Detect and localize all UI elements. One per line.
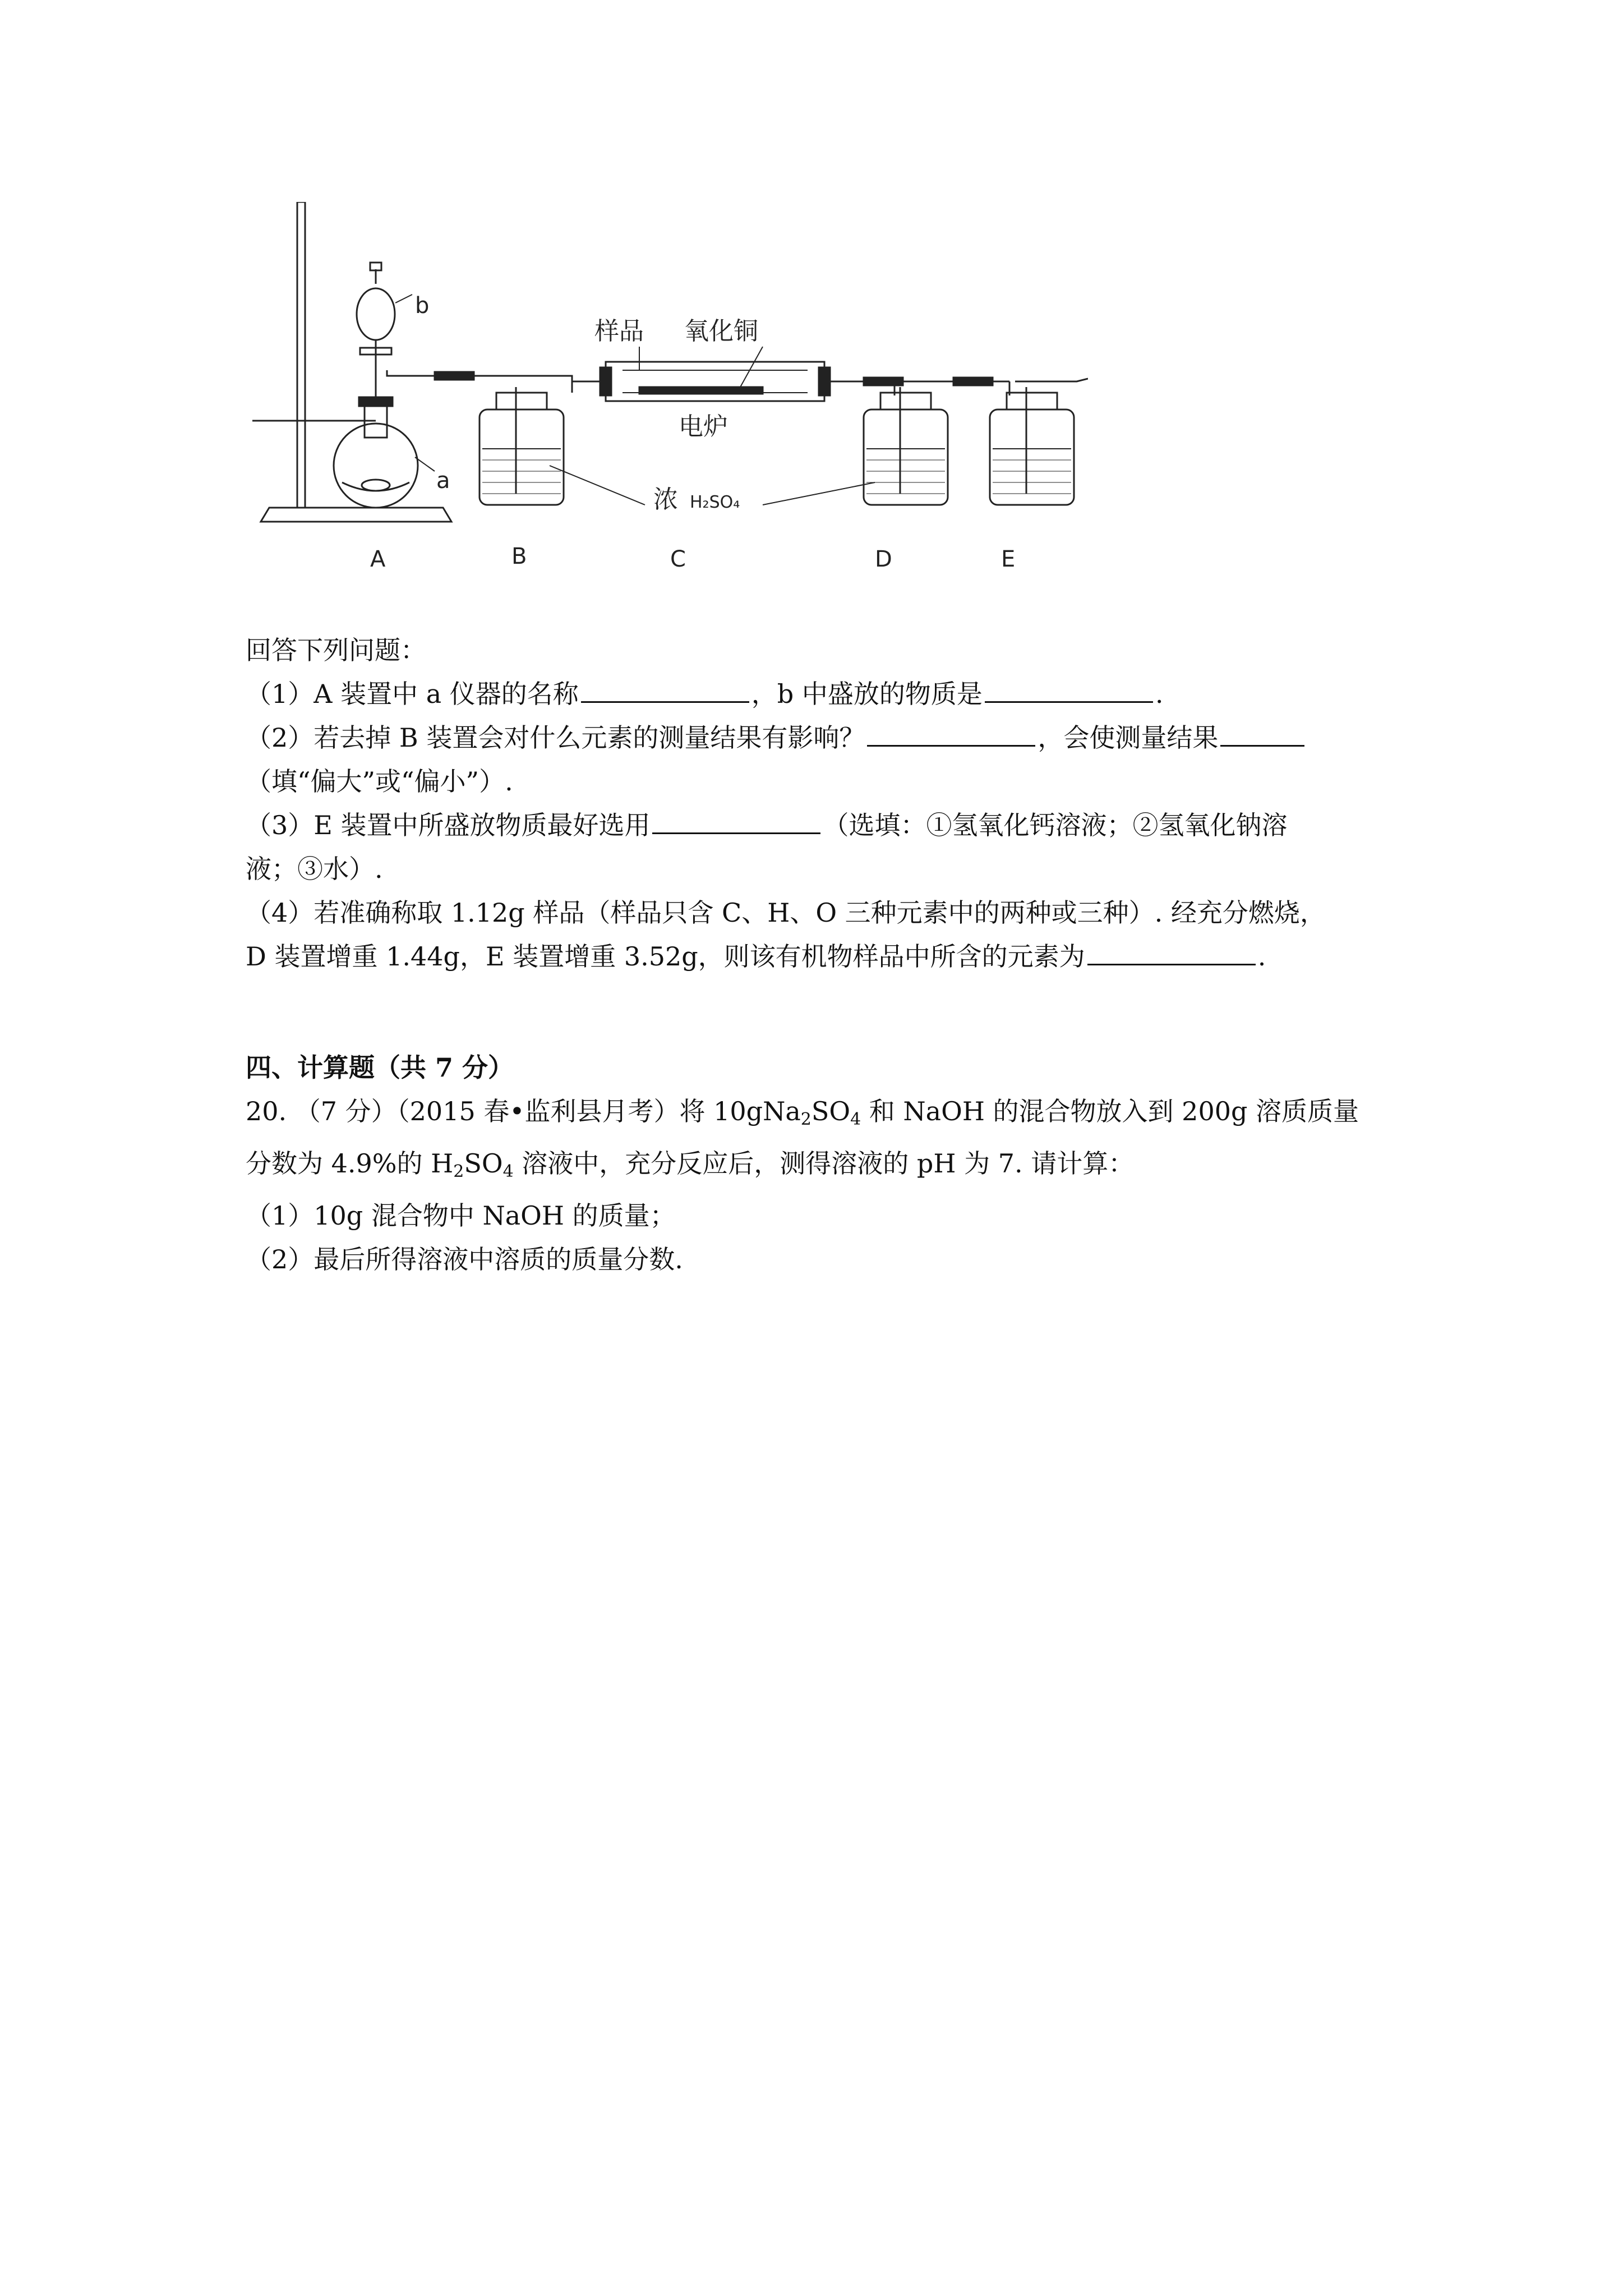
q20-sub-3: 2 <box>453 1162 464 1181</box>
q20-text-5: SO <box>464 1148 503 1179</box>
combustion-tube <box>606 362 824 401</box>
stand-base <box>261 508 451 522</box>
q20-text-1: 20. （7 分）（2015 春•监利县月考）将 10gNa <box>246 1096 801 1126</box>
q20-text-6: 溶液中，充分反应后，测得溶液的 pH 为 7. 请计算： <box>513 1148 1135 1179</box>
answer-blank-2a[interactable] <box>867 720 1035 747</box>
label-concentrated: 浓 <box>653 485 678 514</box>
q1-text-b: ，b 中盛放的物质是 <box>751 679 983 709</box>
q2-text-b: ，会使测量结果 <box>1038 723 1219 753</box>
device-label-e: E <box>1001 546 1016 572</box>
q20-sub-2: 4 <box>850 1110 861 1129</box>
q1-text-c: . <box>1155 679 1164 709</box>
label-sample: 样品 <box>594 317 644 346</box>
question-4-cont <box>246 935 1401 978</box>
question-2-cont: （填“偏大”或“偏小”）. <box>246 766 513 797</box>
q1-text-a: （1）A 装置中 a 仪器的名称 <box>246 679 579 709</box>
q2-text-a: （2）若去掉 B 装置会对什么元素的测量结果有影响？ <box>246 723 865 753</box>
section-title: 四、计算题（共 7 分） <box>246 1052 514 1083</box>
question-4: （4）若准确称取 1.12g 样品（样品只含 C、H、O 三种元素中的两种或三种）. 经充分燃烧， <box>246 898 1326 928</box>
bottle-d <box>864 409 948 505</box>
label-furnace: 电炉 <box>679 412 728 441</box>
question-20-cont <box>246 1142 1401 1194</box>
question-20-item-2: （2）最后所得溶液中溶质的质量分数. <box>246 1244 683 1274</box>
question-1 <box>246 672 1401 716</box>
q3-text-b: （选填：①氢氧化钙溶液；②氢氧化钠溶 <box>823 810 1288 840</box>
question-20 <box>246 1089 1401 1142</box>
answer-blank-1a[interactable] <box>581 677 749 703</box>
label-a: a <box>436 468 450 494</box>
device-label-a: A <box>370 546 386 572</box>
separatory-funnel <box>357 288 395 340</box>
bottle-e <box>990 409 1074 505</box>
apparatus-diagram <box>236 202 1088 583</box>
q20-text-2: SO <box>811 1096 851 1126</box>
intro-line: 回答下列问题： <box>246 635 426 665</box>
question-text <box>246 628 1401 1281</box>
device-label-b: B <box>511 544 527 569</box>
question-20-item-1: （1）10g 混合物中 NaOH 的质量； <box>246 1200 676 1231</box>
round-bottom-flask <box>334 424 418 508</box>
q3-text-a: （3）E 装置中所盛放物质最好选用 <box>246 810 651 840</box>
q20-sub-1: 2 <box>800 1110 811 1129</box>
label-copper-oxide: 氧化铜 <box>684 317 758 346</box>
question-3-cont: 液；③水）. <box>246 854 383 884</box>
q20-text-4: 分数为 4.9%的 H <box>246 1148 454 1179</box>
label-b: b <box>415 293 430 319</box>
label-h2so4: H₂SO₄ <box>690 493 740 512</box>
q20-sub-4: 4 <box>502 1162 514 1181</box>
bottle-b <box>479 409 564 505</box>
answer-blank-2b[interactable] <box>1220 720 1304 747</box>
q4-text-c: . <box>1257 941 1266 972</box>
q20-text-3: 和 NaOH 的混合物放入到 200g 溶质质量 <box>861 1096 1359 1126</box>
question-3 <box>246 803 1401 847</box>
q4-text-b: D 装置增重 1.44g，E 装置增重 3.52g，则该有机物样品中所含的元素为 <box>246 941 1085 972</box>
stand-rod <box>297 202 305 508</box>
answer-blank-3[interactable] <box>652 808 820 834</box>
answer-blank-4[interactable] <box>1087 939 1256 965</box>
device-label-c: C <box>670 546 686 572</box>
answer-blank-1b[interactable] <box>985 677 1153 703</box>
question-2 <box>246 716 1401 760</box>
device-label-d: D <box>875 546 892 572</box>
